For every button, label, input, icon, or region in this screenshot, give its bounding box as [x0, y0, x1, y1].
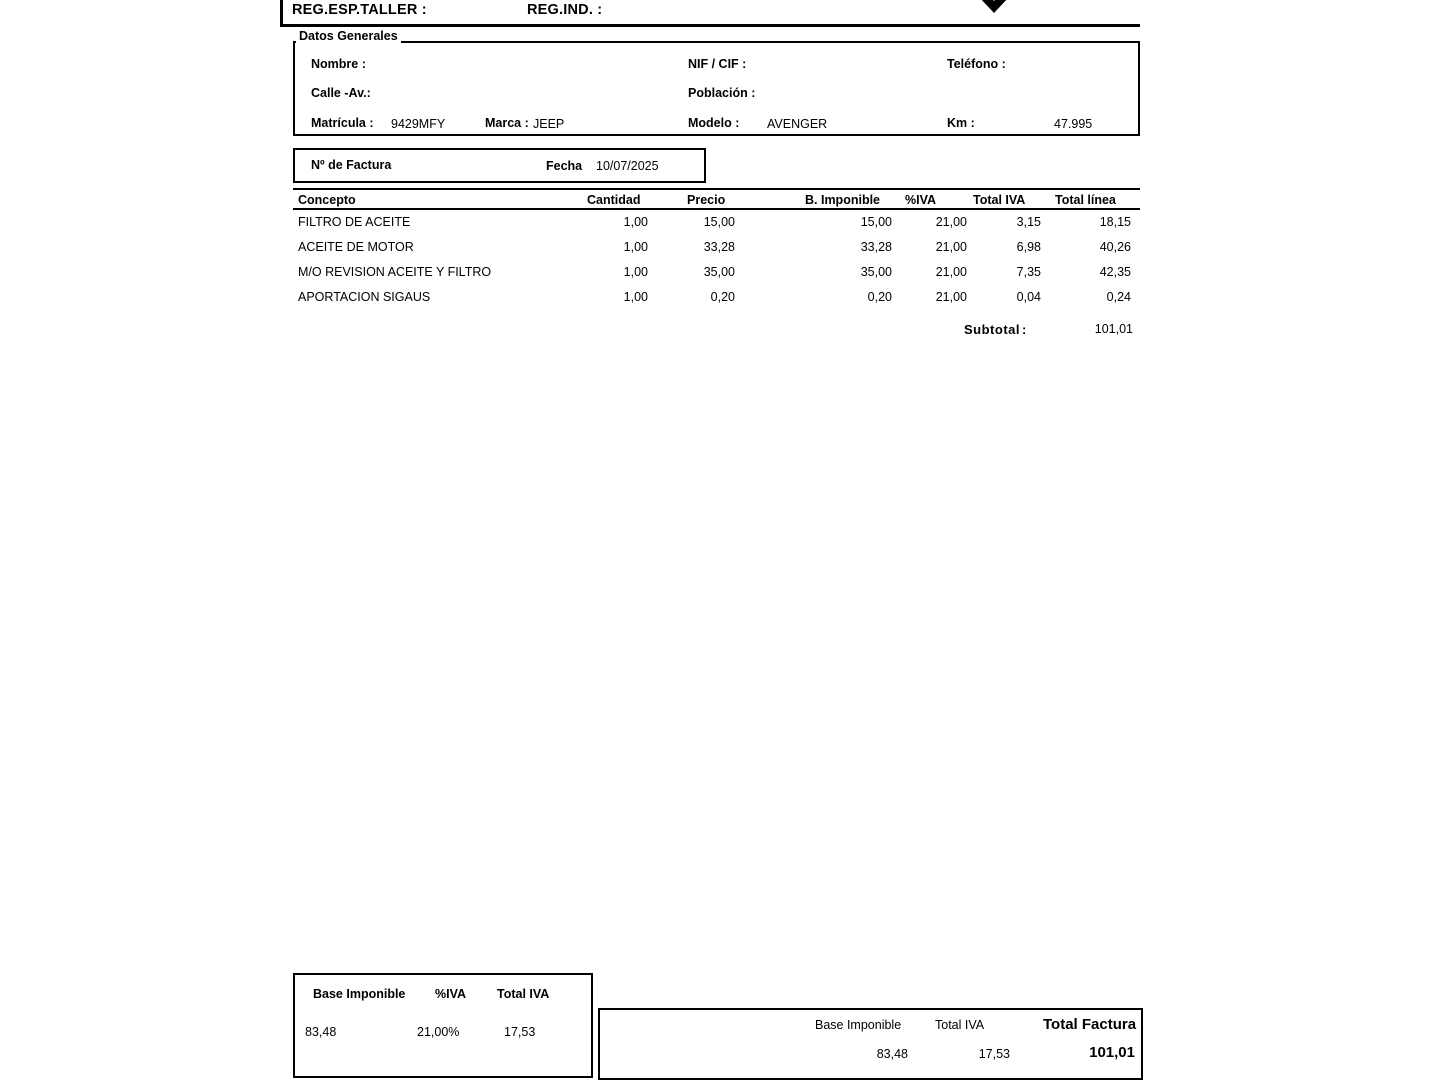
totals-total-factura-value: 101,01 [1089, 1044, 1135, 1061]
fecha-value: 10/07/2025 [596, 159, 659, 173]
fecha-label: Fecha [546, 159, 583, 173]
cell-concepto: FILTRO DE ACEITE [298, 215, 411, 229]
matricula-value: 9429MFY [391, 117, 446, 131]
cell-base-imponible: 15,00 [860, 215, 892, 229]
cell-base-imponible: 0,20 [867, 290, 892, 304]
cell-concepto: APORTACION SIGAUS [298, 290, 431, 304]
totals-base-label: Base Imponible [815, 1018, 902, 1032]
modelo-label: Modelo : [688, 116, 740, 130]
reg-ind-label: REG.IND. : [527, 2, 603, 18]
iva-percent-label: %IVA [435, 987, 467, 1001]
cell-total-linea: 0,24 [1106, 290, 1131, 304]
iva-percent-value: 21,00% [417, 1025, 460, 1039]
factura-box [293, 148, 706, 183]
cell-total-linea: 18,15 [1099, 215, 1131, 229]
totals-box [598, 1008, 1143, 1080]
iva-total-label: Total IVA [497, 987, 550, 1001]
subtotal-label: Subtotal [964, 322, 1020, 337]
cell-iva: 21,00 [935, 240, 967, 254]
cell-precio: 15,00 [703, 215, 735, 229]
cell-base-imponible: 35,00 [860, 265, 892, 279]
table-row [293, 262, 1140, 287]
cell-total-iva: 3,15 [1016, 215, 1041, 229]
cell-precio: 35,00 [703, 265, 735, 279]
cell-total-iva: 7,35 [1016, 265, 1041, 279]
table-row [293, 287, 1140, 312]
poblacion-label: Población : [688, 86, 756, 100]
cell-total-iva: 0,04 [1016, 290, 1041, 304]
subtotal-value: 101,01 [1094, 322, 1133, 336]
iva-base-label: Base Imponible [313, 987, 406, 1001]
col-total-linea: Total línea [1055, 193, 1116, 207]
cell-concepto: ACEITE DE MOTOR [298, 240, 414, 254]
cell-base-imponible: 33,28 [860, 240, 892, 254]
cell-total-linea: 42,35 [1099, 265, 1131, 279]
iva-total-value: 17,53 [504, 1025, 536, 1039]
cell-iva: 21,00 [935, 265, 967, 279]
totals-iva-label: Total IVA [935, 1018, 985, 1032]
items-table-header [293, 188, 1140, 210]
calle-label: Calle -Av.: [311, 86, 371, 100]
cell-iva: 21,00 [935, 215, 967, 229]
km-label: Km : [947, 116, 975, 130]
numero-factura-label: Nº de Factura [311, 158, 392, 172]
cell-cantidad: 1,00 [623, 215, 648, 229]
col-precio: Precio [687, 193, 726, 207]
iva-breakdown-box [293, 973, 593, 1078]
cell-total-linea: 40,26 [1099, 240, 1131, 254]
cell-precio: 33,28 [703, 240, 735, 254]
marca-label: Marca : [485, 116, 529, 130]
cell-iva: 21,00 [935, 290, 967, 304]
col-base-imponible: B. Imponible [805, 193, 880, 207]
reg-esp-taller-label: REG.ESP.TALLER : [292, 2, 427, 18]
km-value: 47.995 [1054, 117, 1093, 131]
cell-total-iva: 6,98 [1016, 240, 1041, 254]
cell-cantidad: 1,00 [623, 240, 648, 254]
col-total-iva: Total IVA [973, 193, 1026, 207]
col-concepto: Concepto [298, 193, 356, 207]
cell-precio: 0,20 [710, 290, 735, 304]
totals-iva-value: 17,53 [978, 1047, 1010, 1061]
iva-base-value: 83,48 [305, 1025, 337, 1039]
nif-label: NIF / CIF : [688, 57, 747, 71]
totals-base-value: 83,48 [876, 1047, 908, 1061]
table-row [293, 212, 1140, 237]
datos-generales-title: Datos Generales [296, 29, 401, 43]
modelo-value: AVENGER [767, 117, 828, 131]
marca-value: JEEP [533, 117, 565, 131]
items-table-body [293, 212, 1140, 312]
cell-concepto: M/O REVISION ACEITE Y FILTRO [298, 265, 492, 279]
subtotal-colon: : [1022, 322, 1027, 337]
totals-total-factura-label: Total Factura [1043, 1016, 1137, 1033]
matricula-label: Matrícula : [311, 116, 374, 130]
cell-cantidad: 1,00 [623, 290, 648, 304]
col-cantidad: Cantidad [587, 193, 641, 207]
col-iva: %IVA [905, 193, 937, 207]
header-rule [280, 24, 1140, 27]
telefono-label: Teléfono : [947, 57, 1006, 71]
datos-generales-box [293, 41, 1140, 136]
cell-cantidad: 1,00 [623, 265, 648, 279]
chevron-logo-icon [963, 0, 1025, 18]
nombre-label: Nombre : [311, 57, 366, 71]
table-row [293, 237, 1140, 262]
